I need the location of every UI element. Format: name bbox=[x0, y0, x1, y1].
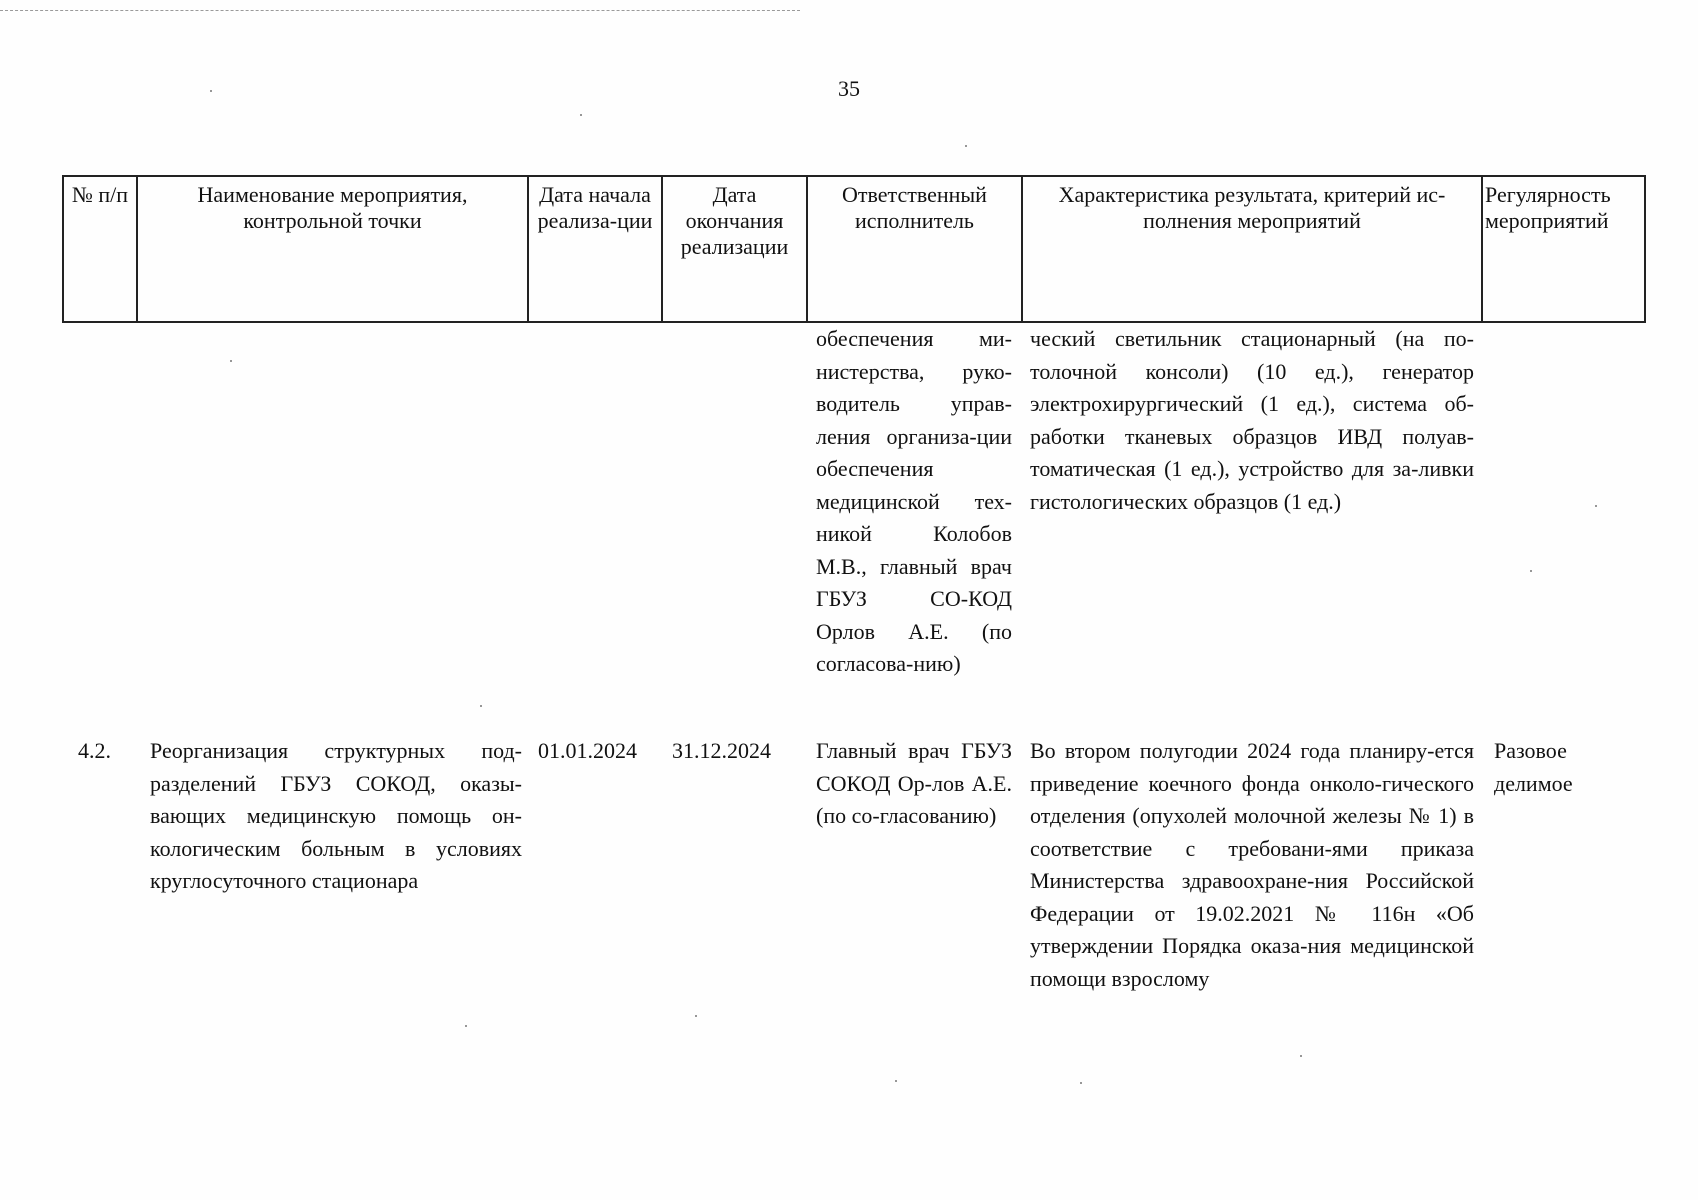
scan-speck bbox=[695, 1015, 697, 1017]
header-regularity: Регулярность мероприятий bbox=[1482, 176, 1645, 322]
row-end-date: 31.12.2024 bbox=[672, 738, 771, 763]
scan-speck bbox=[1595, 505, 1597, 507]
scan-speck bbox=[465, 1025, 467, 1027]
row-result: ческий светильник стационарный (на по-толочной консоли) (10 ед.), генератор электрохирургический (1 ед.), система об-работки тканевых образцов ИВД полуав-томатическая (1 ед.), устройство для за-ливки гистологических образцов (1 ед.) bbox=[1030, 326, 1474, 514]
scan-speck bbox=[210, 90, 212, 92]
row-executor: обеспечения ми-нистерства, руко-водитель управ-ления организа-ции обеспечения медицинской тех-никой Колобов М.В., главный врач ГБУЗ СО-КОД Орлов А.Е. (по согласова-нию) bbox=[816, 326, 1012, 676]
header-result: Характеристика результата, критерий ис-полнения мероприятий bbox=[1022, 176, 1482, 322]
scan-speck bbox=[230, 360, 232, 362]
row-executor: Главный врач ГБУЗ СОКОД Ор-лов А.Е. (по со-гласованию) bbox=[816, 738, 1012, 828]
scan-speck bbox=[1300, 1055, 1302, 1057]
table-header bbox=[62, 175, 1646, 323]
scan-speck bbox=[580, 114, 582, 116]
scan-speck bbox=[1080, 1082, 1082, 1084]
scan-speck bbox=[1530, 570, 1532, 572]
row-regularity: Разовое делимое bbox=[1494, 738, 1573, 796]
header-start-date: Дата начала реализа-ции bbox=[528, 176, 662, 322]
page-number: 35 bbox=[838, 76, 860, 101]
scan-speck bbox=[895, 1080, 897, 1082]
row-name: Реорганизация структурных под-разделений ГБУЗ СОКОД, оказы-вающих медицинскую помощь он-кологическим больным в условиях круглосуточного стационара bbox=[150, 738, 522, 893]
scan-speck bbox=[965, 145, 967, 147]
header-name: Наименование мероприятия, контрольной точки bbox=[137, 176, 528, 322]
header-num: № п/п bbox=[63, 176, 137, 322]
scan-speck bbox=[480, 705, 482, 707]
scan-border-line bbox=[0, 10, 800, 11]
row-num: 4.2. bbox=[78, 738, 111, 763]
header-end-date: Дата окончания реализации bbox=[662, 176, 807, 322]
row-start-date: 01.01.2024 bbox=[538, 738, 637, 763]
header-executor: Ответственный исполнитель bbox=[807, 176, 1022, 322]
row-result: Во втором полугодии 2024 года планиру-ется приведение коечного фонда онколо-гического отделения (опухолей молочной железы № 1) в соответствие с требовани-ями приказа Министерства здравоохране-ния Российской Федерации от 19.02.2021 № 116н «Об утверждении Порядка оказа-ния медицинской помощи взрослому bbox=[1030, 738, 1474, 991]
